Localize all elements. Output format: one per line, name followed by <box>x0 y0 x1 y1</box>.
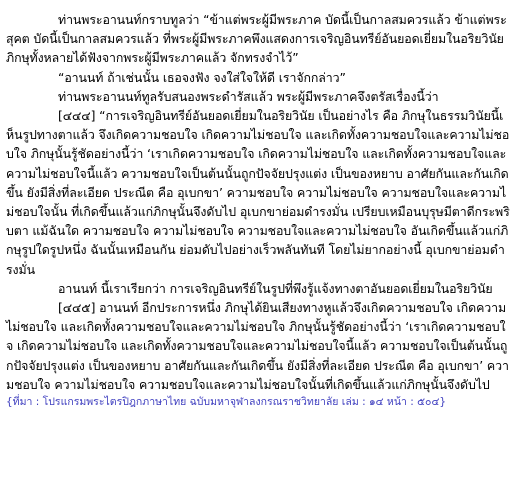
paragraph-445-ear: [๔๔๕] อานนท์ อีกประการหนึ่ง ภิกษุได้ยินเสียงทางหูแล้วจึงเกิดความชอบใจ เกิดความไม่ชอบใจ และเกิดทั้งความชอบใจและความไม่ชอบใจ ภิกษุนั้นรู้ชัดอย่างนี้ว่า ‘เราเกิดความชอบใจ เกิดความไม่ชอบใจ และเกิดทั้งความชอบใจและความไม่ชอบใจนี้แล้ว ความชอบใจเป็นต้นนั้นถูกปัจจัยปรุงแต่ง เป็นของหยาบ อาศัยกันและกันเกิดขึ้น ยังมีสิ่งที่ละเอียด ประณีต คือ อุเบกขา’ ความชอบใจ ความไม่ชอบใจ ความชอบใจและความไม่ชอบใจนั้นที่เกิดขึ้นแล้วแก่ภิกษุนั้นจึงดับไป <box>6 300 509 392</box>
paragraph-eye-summary: อานนท์ นี้เราเรียกว่า การเจริญอินทรีย์ในรูปที่พึงรู้แจ้งทางตาอันยอดเยี่ยมในอริยวินัย <box>58 280 493 296</box>
source-citation: {ที่มา : โปรแกรมพระไตรปิฎกภาษาไทย ฉบับมหาจุฬาลงกรณราชวิทยาลัย เล่ม : ๑๔ หน้า : ๕๐๔} <box>6 396 447 409</box>
paragraph-444-eye: [๔๔๔] “การเจริญอินทรีย์อันยอดเยี่ยมในอริยวินัย เป็นอย่างไร คือ ภิกษุในธรรมวินัยนี้เห็นรูปทางตาแล้ว จึงเกิดความชอบใจ เกิดความไม่ชอบใจ และเกิดทั้งความชอบใจและความไม่ชอบใจ ภิกษุนั้นรู้ชัดอย่างนี้ว่า ‘เราเกิดความชอบใจ เกิดความไม่ชอบใจ และเกิดทั้งความชอบใจและความไม่ชอบใจนี้แล้ว ความชอบใจเป็นต้นนั้นถูกปัจจัยปรุงแต่ง เป็นของหยาบ อาศัยกันและกันเกิดขึ้น ยังมีสิ่งที่ละเอียด ประณีต คือ อุเบกขา’ ความชอบใจ ความไม่ชอบใจ ความชอบใจและความไม่ชอบใจนั้น ที่เกิดขึ้นแล้วแก่ภิกษุนั้นจึงดับไป อุเบกขาย่อมดำรงมั่น เปรียบเหมือนบุรุษมีตาดีกระพริบตา แม้ฉันใด ความชอบใจ ความไม่ชอบใจ ความชอบใจและความไม่ชอบใจ อันเกิดขึ้นแล้วแก่ภิกษุรูปใดรูปหนึ่ง ฉันนั้นเหมือนกัน ย่อมดับไปอย่างเร็วพลันทันที โดยไม่ยากอย่างนี้ อุเบกขาย่อมดำรงมั่น <box>6 108 510 277</box>
paragraph-ananda-assent: ท่านพระอานนท์ทูลรับสนองพระดำรัสแล้ว พระผู้มีพระภาคจึงตรัสเรื่องนี้ว่า <box>58 88 439 104</box>
paragraph-buddha-reply: “อานนท์ ถ้าเช่นนั้น เธอจงฟัง จงใส่ใจให้ดี เราจักกล่าว” <box>58 69 346 85</box>
paragraph-ananda-request: ท่านพระอานนท์กราบทูลว่า “ข้าแต่พระผู้มีพระภาค บัดนี้เป็นกาลสมควรแล้ว ข้าแต่พระสุคต บัดนี้เป็นกาลสมควรแล้ว ที่พระผู้มีพระภาคพึงแสดงการเจริญอินทรีย์อันยอดเยี่ยมในอริยวินัย ภิกษุทั้งหลายได้ฟังจากพระผู้มีพระภาคแล้ว จักทรงจำไว้” <box>6 12 507 66</box>
